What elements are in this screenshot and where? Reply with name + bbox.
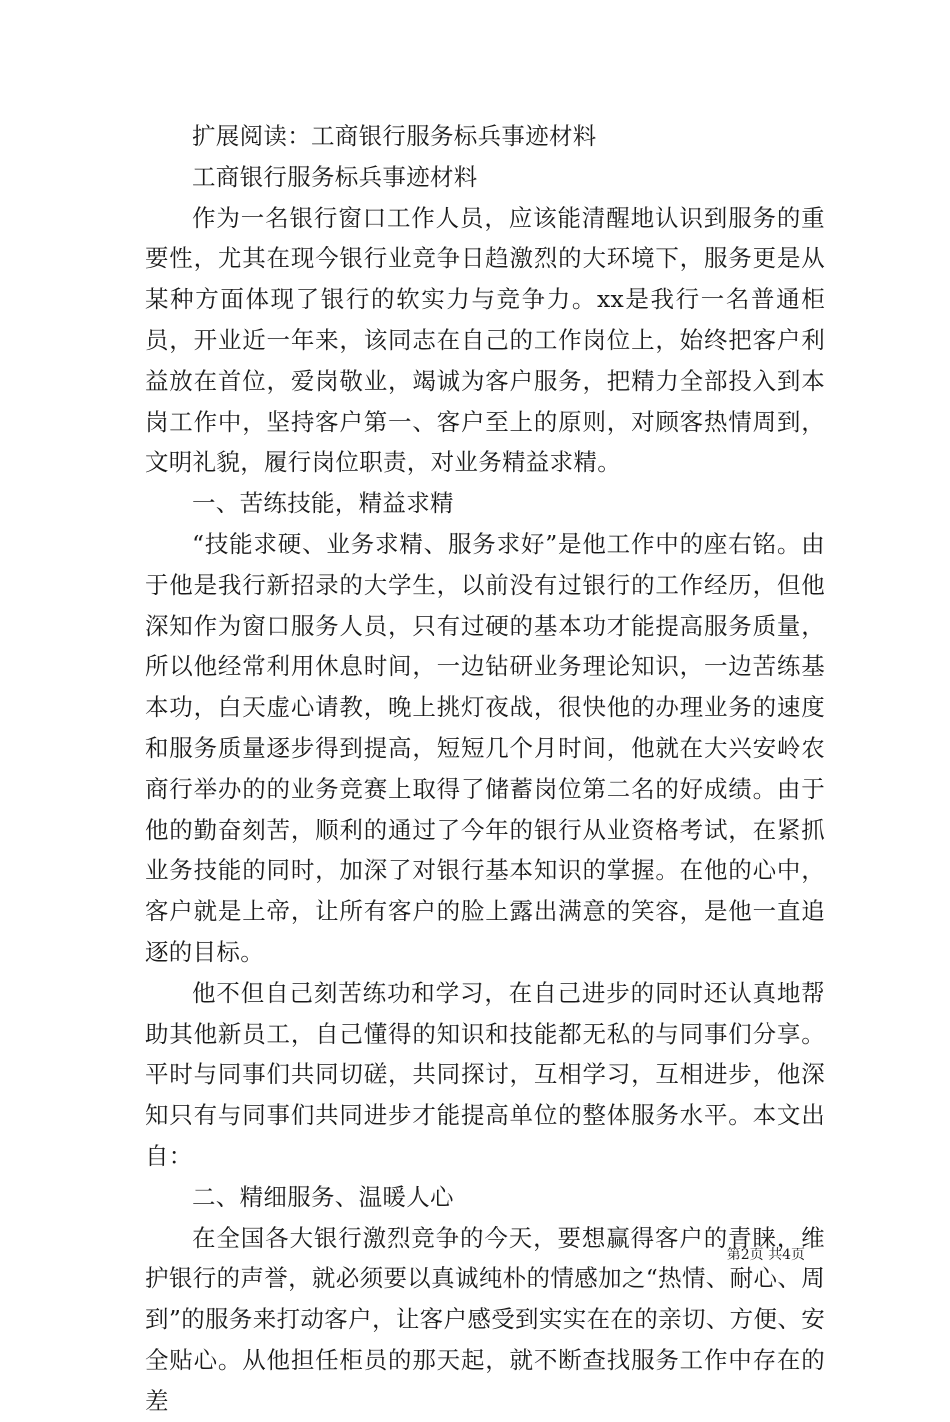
page-prefix: 第 <box>726 1247 741 1263</box>
article-title: 工商银行服务标兵事迹材料 <box>192 162 478 191</box>
paragraph-skills: “技能求硬、业务求精、服务求好”是他工作中的座右铭。由于他是我行新招录的大学生，以前没有过银行的工作经历，但他深知作为窗口服务人员，只有过硬的基本功才能提高服务质量，所以他经常利用休息时间，一边钻研业务理论知识，一边苦练基本功，白天虚心请教，晚上挑灯夜战，很快他的办理业务的速度和服务质量逐步得到提高，短短几个月时间，他就在大兴安岭农商行举办的的业务竞赛上取得了储蓄岗位第二名的好成绩。由于他的勤奋刻苦，顺利的通过了今年的银行从业资格考试，在紧抓业务技能的同时，加深了对银行基本知识的掌握。在他的心中，客户就是上帝，让所有客户的脸上露出满意的笑容，是他一直追逐的目标。 <box>145 529 825 966</box>
paragraph-sharing: 他不但自己刻苦练功和学习，在自己进步的同时还认真地帮助其他新员工，自己懂得的知识和技能都无私的与同事们分享。平时与同事们共同切磋，共同探讨，互相学习，互相进步，他深知只有与同事们共同进步才能提高单位的整体服务水平。本文出自： <box>145 978 825 1170</box>
paragraph-service: 在全国各大银行激烈竞争的今天，要想赢得客户的青睐，维护银行的声誉，就必须要以真诚纯朴的情感加之“热情、耐心、周到”的服务来打动客户，让客户感受到实实在在的亲切、方便、安全贴心。从他担任柜员的那天起，就不断查找服务工作中存在的差 <box>145 1223 825 1415</box>
paragraph-intro: 作为一名银行窗口工作人员，应该能清醒地认识到服务的重要性，尤其在现今银行业竞争日趋激烈的大环境下，服务更是从某种方面体现了银行的软实力与竞争力。xx是我行一名普通柜员，开业近一年来，该同志在自己的工作岗位上，始终把客户利益放在首位，爱岗敬业，竭诚为客户服务，把精力全部投入到本岗工作中，坚持客户第一、客户至上的原则，对顾客热情周到，文明礼貌，履行岗位职责，对业务精益求精。 <box>145 203 825 477</box>
document-body <box>145 116 825 1422</box>
page-number-footer <box>727 1245 805 1265</box>
section-heading-2: 二、精细服务、温暖人心 <box>192 1182 454 1211</box>
section-heading-1: 一、苦练技能，精益求精 <box>192 489 454 518</box>
page-mid: 页 共 <box>749 1247 783 1263</box>
extended-reading-title: 扩展阅读：工商银行服务标兵事迹材料 <box>192 122 597 150</box>
current-page-number: 2 <box>740 1247 750 1263</box>
page-suffix: 页 <box>791 1247 805 1263</box>
total-page-number: 4 <box>782 1247 791 1263</box>
